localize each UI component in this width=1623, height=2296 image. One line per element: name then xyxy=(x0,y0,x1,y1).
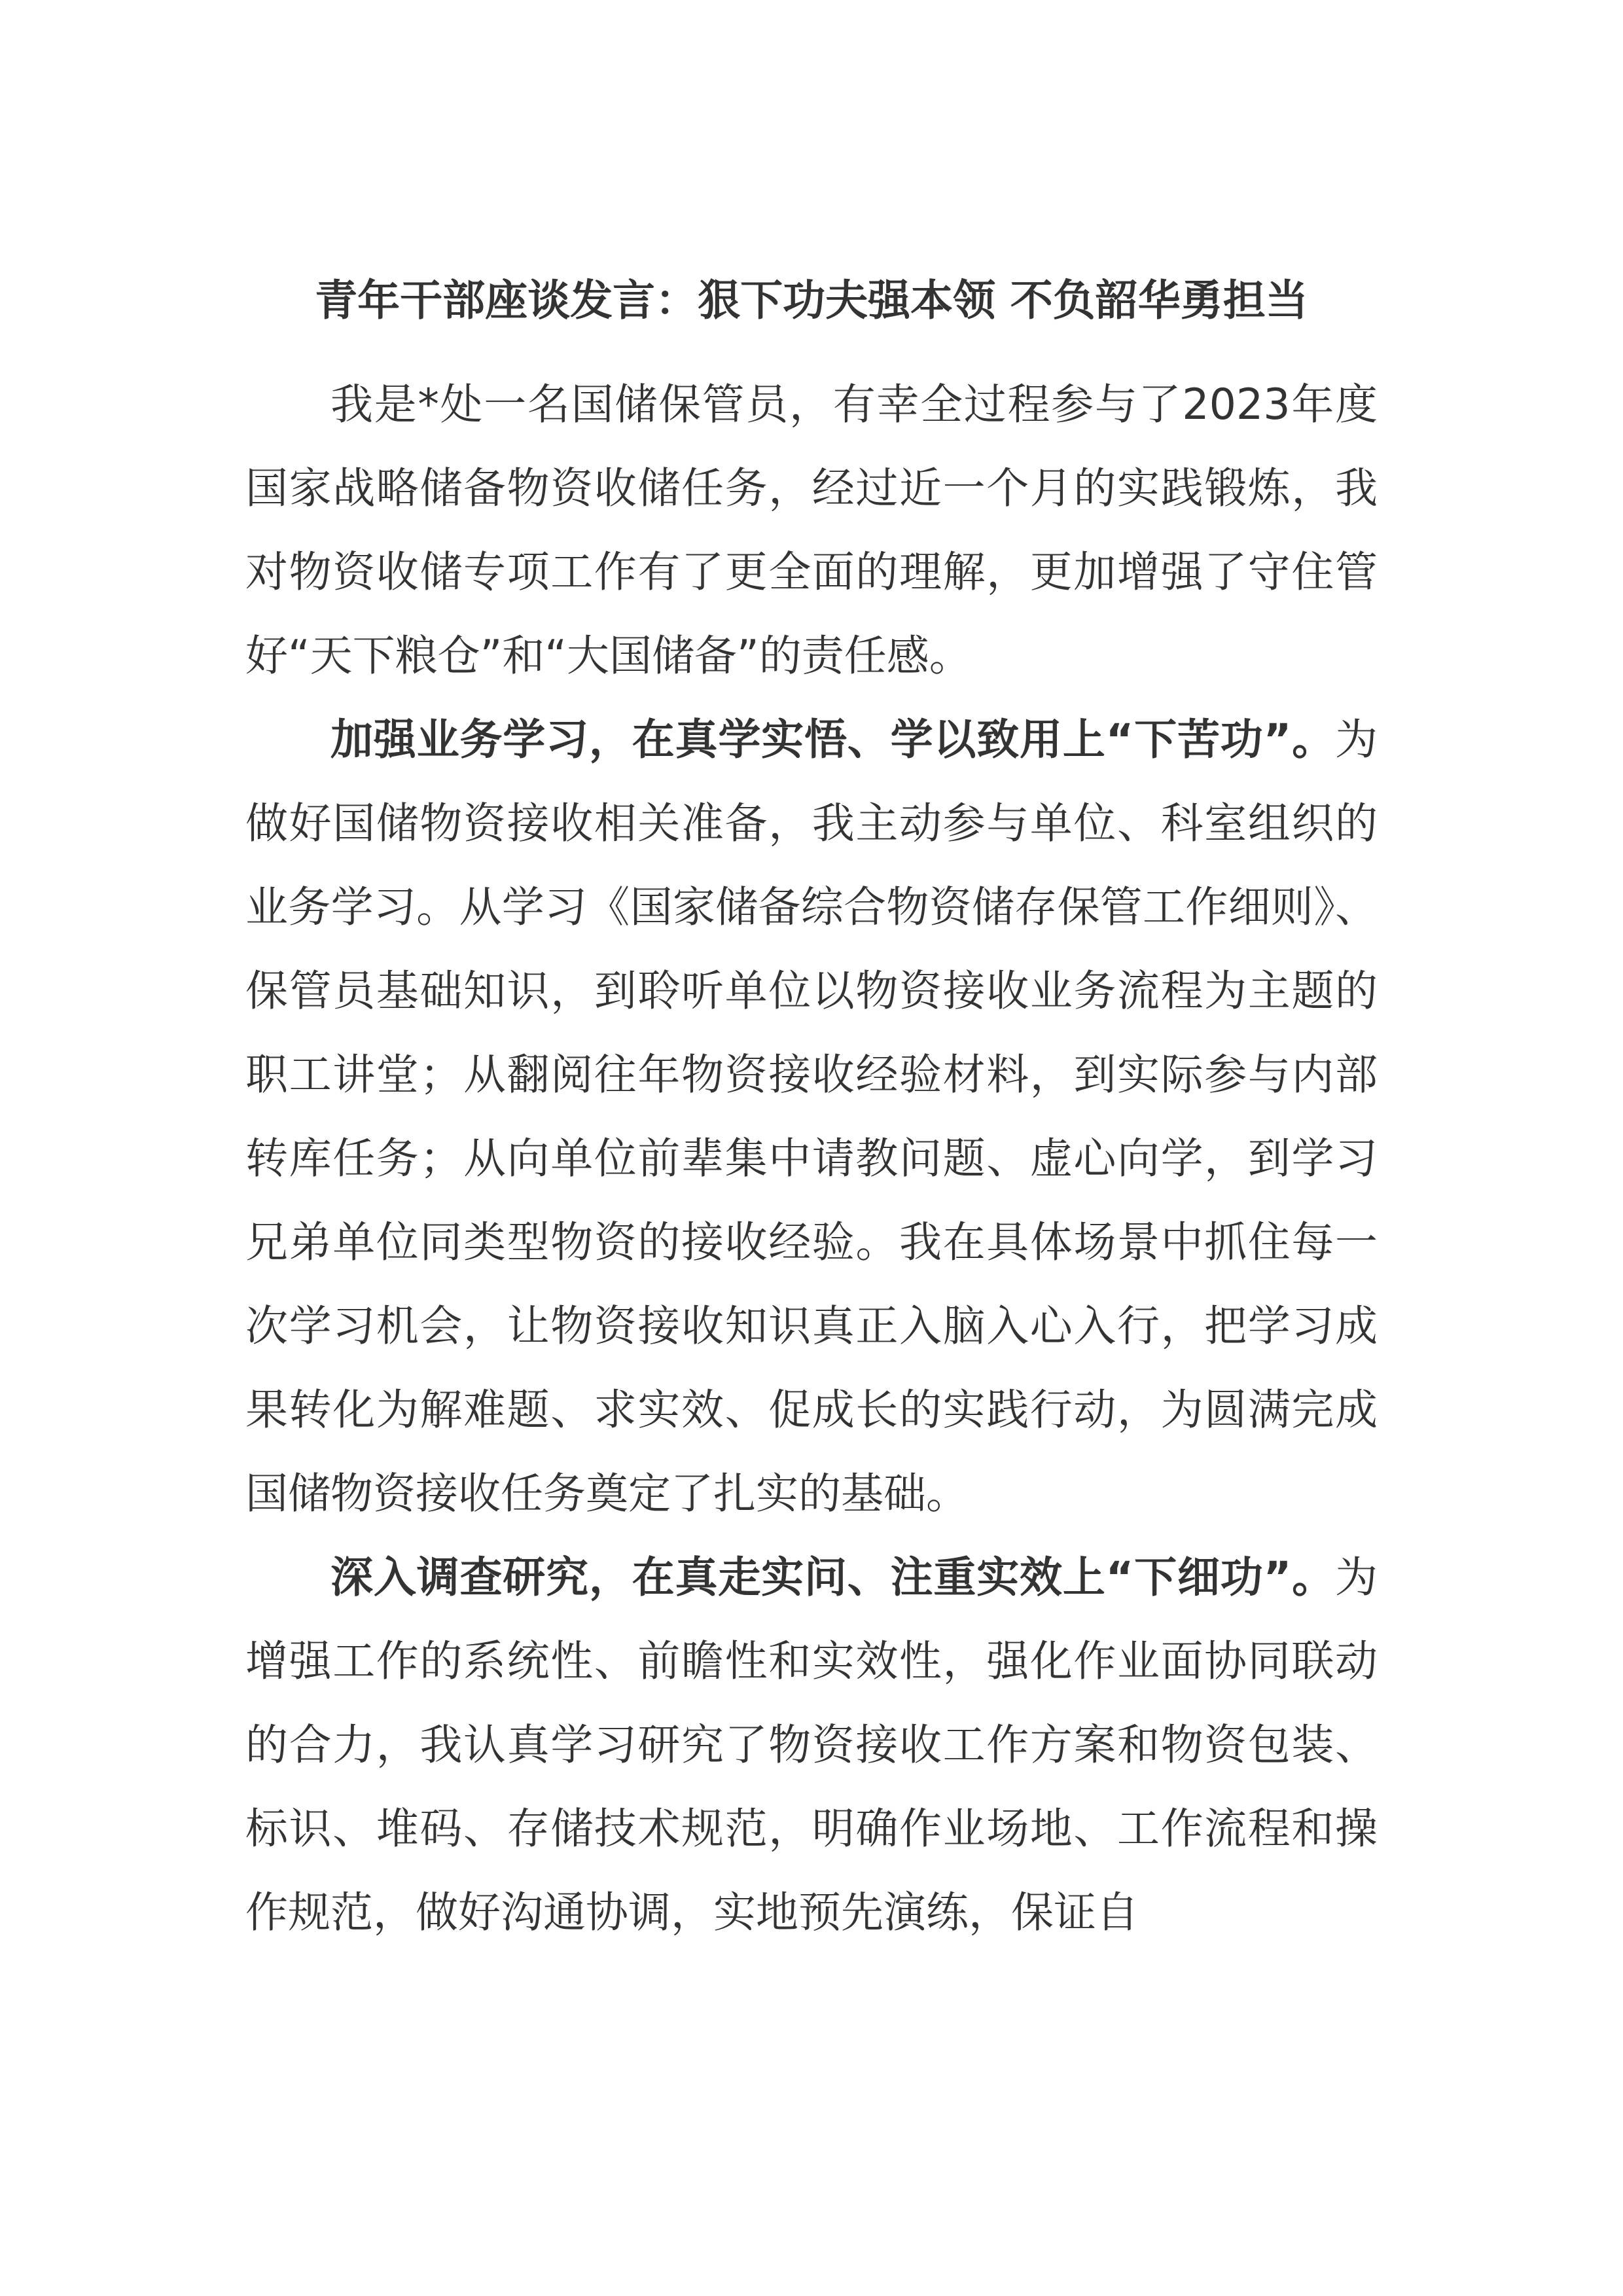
document-body xyxy=(245,363,1378,1955)
paragraph-research xyxy=(245,1536,1378,1955)
document-title: 青年干部座谈发言：狠下功夫强本领 不负韶华勇担当 xyxy=(315,276,1308,325)
paragraph-intro xyxy=(245,363,1378,698)
paragraph-text: 为做好国储物资接收相关准备，我主动参与单位、科室组织的业务学习。从学习《国家储备综合物资储存保管工作细则》、保管员基础知识，到聆听单位以物资接收业务流程为主题的职工讲堂；从翻阅往年物资接收经验材料，到实际参与内部转库任务；从向单位前辈集中请教问题、虚心向学，到学习兄弟单位同类型物资的接收经验。我在具体场景中抓住每一次学习机会，让物资接收知识真正入脑入心入行，把学习成果转化为解难题、求实效、促成长的实践行动，为圆满完成国储物资接收任务奠定了扎实的基础。 xyxy=(245,715,1378,1518)
paragraph-lead-heading: 深入调查研究，在真走实问、注重实效上“下细功”。 xyxy=(330,1553,1335,1602)
paragraph-text: 为增强工作的系统性、前瞻性和实效性，强化作业面协同联动的合力，我认真学习研究了物资接收工作方案和物资包装、标识、堆码、存储技术规范，明确作业场地、工作流程和操作规范，做好沟通协调，实地预先演练，保证自 xyxy=(245,1553,1378,1937)
paragraph-study xyxy=(245,698,1378,1536)
paragraph-lead-heading: 加强业务学习，在真学实悟、学以致用上“下苦功”。 xyxy=(330,715,1335,764)
paragraph-text: 我是*处一名国储保管员，有幸全过程参与了2023年度国家战略储备物资收储任务，经过近一个月的实践锻炼，我对物资收储专项工作有了更全面的理解，更加增强了守住管好“天下粮仓”和“大国储备”的责任感。 xyxy=(245,380,1378,681)
